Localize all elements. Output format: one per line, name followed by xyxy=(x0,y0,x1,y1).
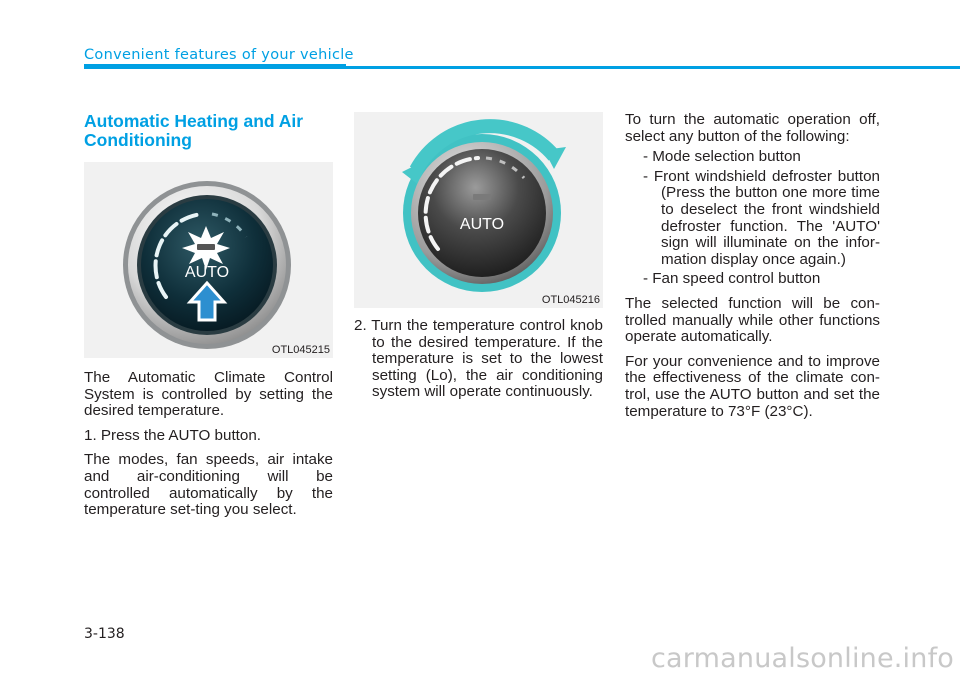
list-item-defroster: - Front windshield defroster button (Press the button one more time to deselect the front windshield defroster function. The 'AUTO' sign will illuminate on the infor-mation display once again.) xyxy=(643,167,880,268)
temperature-knob-illustration xyxy=(354,112,603,308)
section-heading: Automatic Heating and Air Conditioning xyxy=(84,111,304,150)
auto-button-label: AUTO xyxy=(184,264,230,281)
column-1 xyxy=(84,112,333,527)
column-2 xyxy=(354,112,603,409)
modes-paragraph: The modes, fan speeds, air intake and air-conditioning will be controlled automatically by the temperature set-ting you select. xyxy=(84,451,333,519)
manual-function-paragraph: The selected function will be con-trolled manually while other functions operate automatically. xyxy=(625,294,880,346)
header-rule xyxy=(84,66,960,69)
column-3 xyxy=(625,112,880,428)
figure-code: OTL045215 xyxy=(271,344,330,356)
figure-temperature-knob xyxy=(354,112,603,308)
turn-off-intro: To turn the automatic operation off, select any button of the following: xyxy=(625,111,880,145)
figure-code: OTL045216 xyxy=(541,294,600,306)
auto-button-illustration xyxy=(84,162,333,358)
step-1: 1. Press the AUTO button. xyxy=(84,426,261,444)
page-number: 3-138 xyxy=(84,626,125,642)
list-item-mode: - Mode selection button xyxy=(643,148,801,166)
list-item-fan: - Fan speed control button xyxy=(643,270,821,288)
step-2: 2. Turn the temperature control knob to the desired temperature. If the temperature is set to the lowest setting (Lo), the air conditioning system will operate continuously. xyxy=(354,317,603,401)
section-header-title: Convenient features of your vehicle xyxy=(84,47,354,63)
watermark: carmanualsonline.info xyxy=(651,643,954,674)
figure-auto-button xyxy=(84,162,333,358)
intro-paragraph: The Automatic Climate Control System is controlled by setting the desired temperature. xyxy=(84,369,333,420)
convenience-paragraph: For your convenience and to improve the effectiveness of the climate con-trol, use the AUTO button and set the temperature to 73°F (23°C). xyxy=(625,352,880,420)
knob-auto-label: AUTO xyxy=(459,216,505,233)
